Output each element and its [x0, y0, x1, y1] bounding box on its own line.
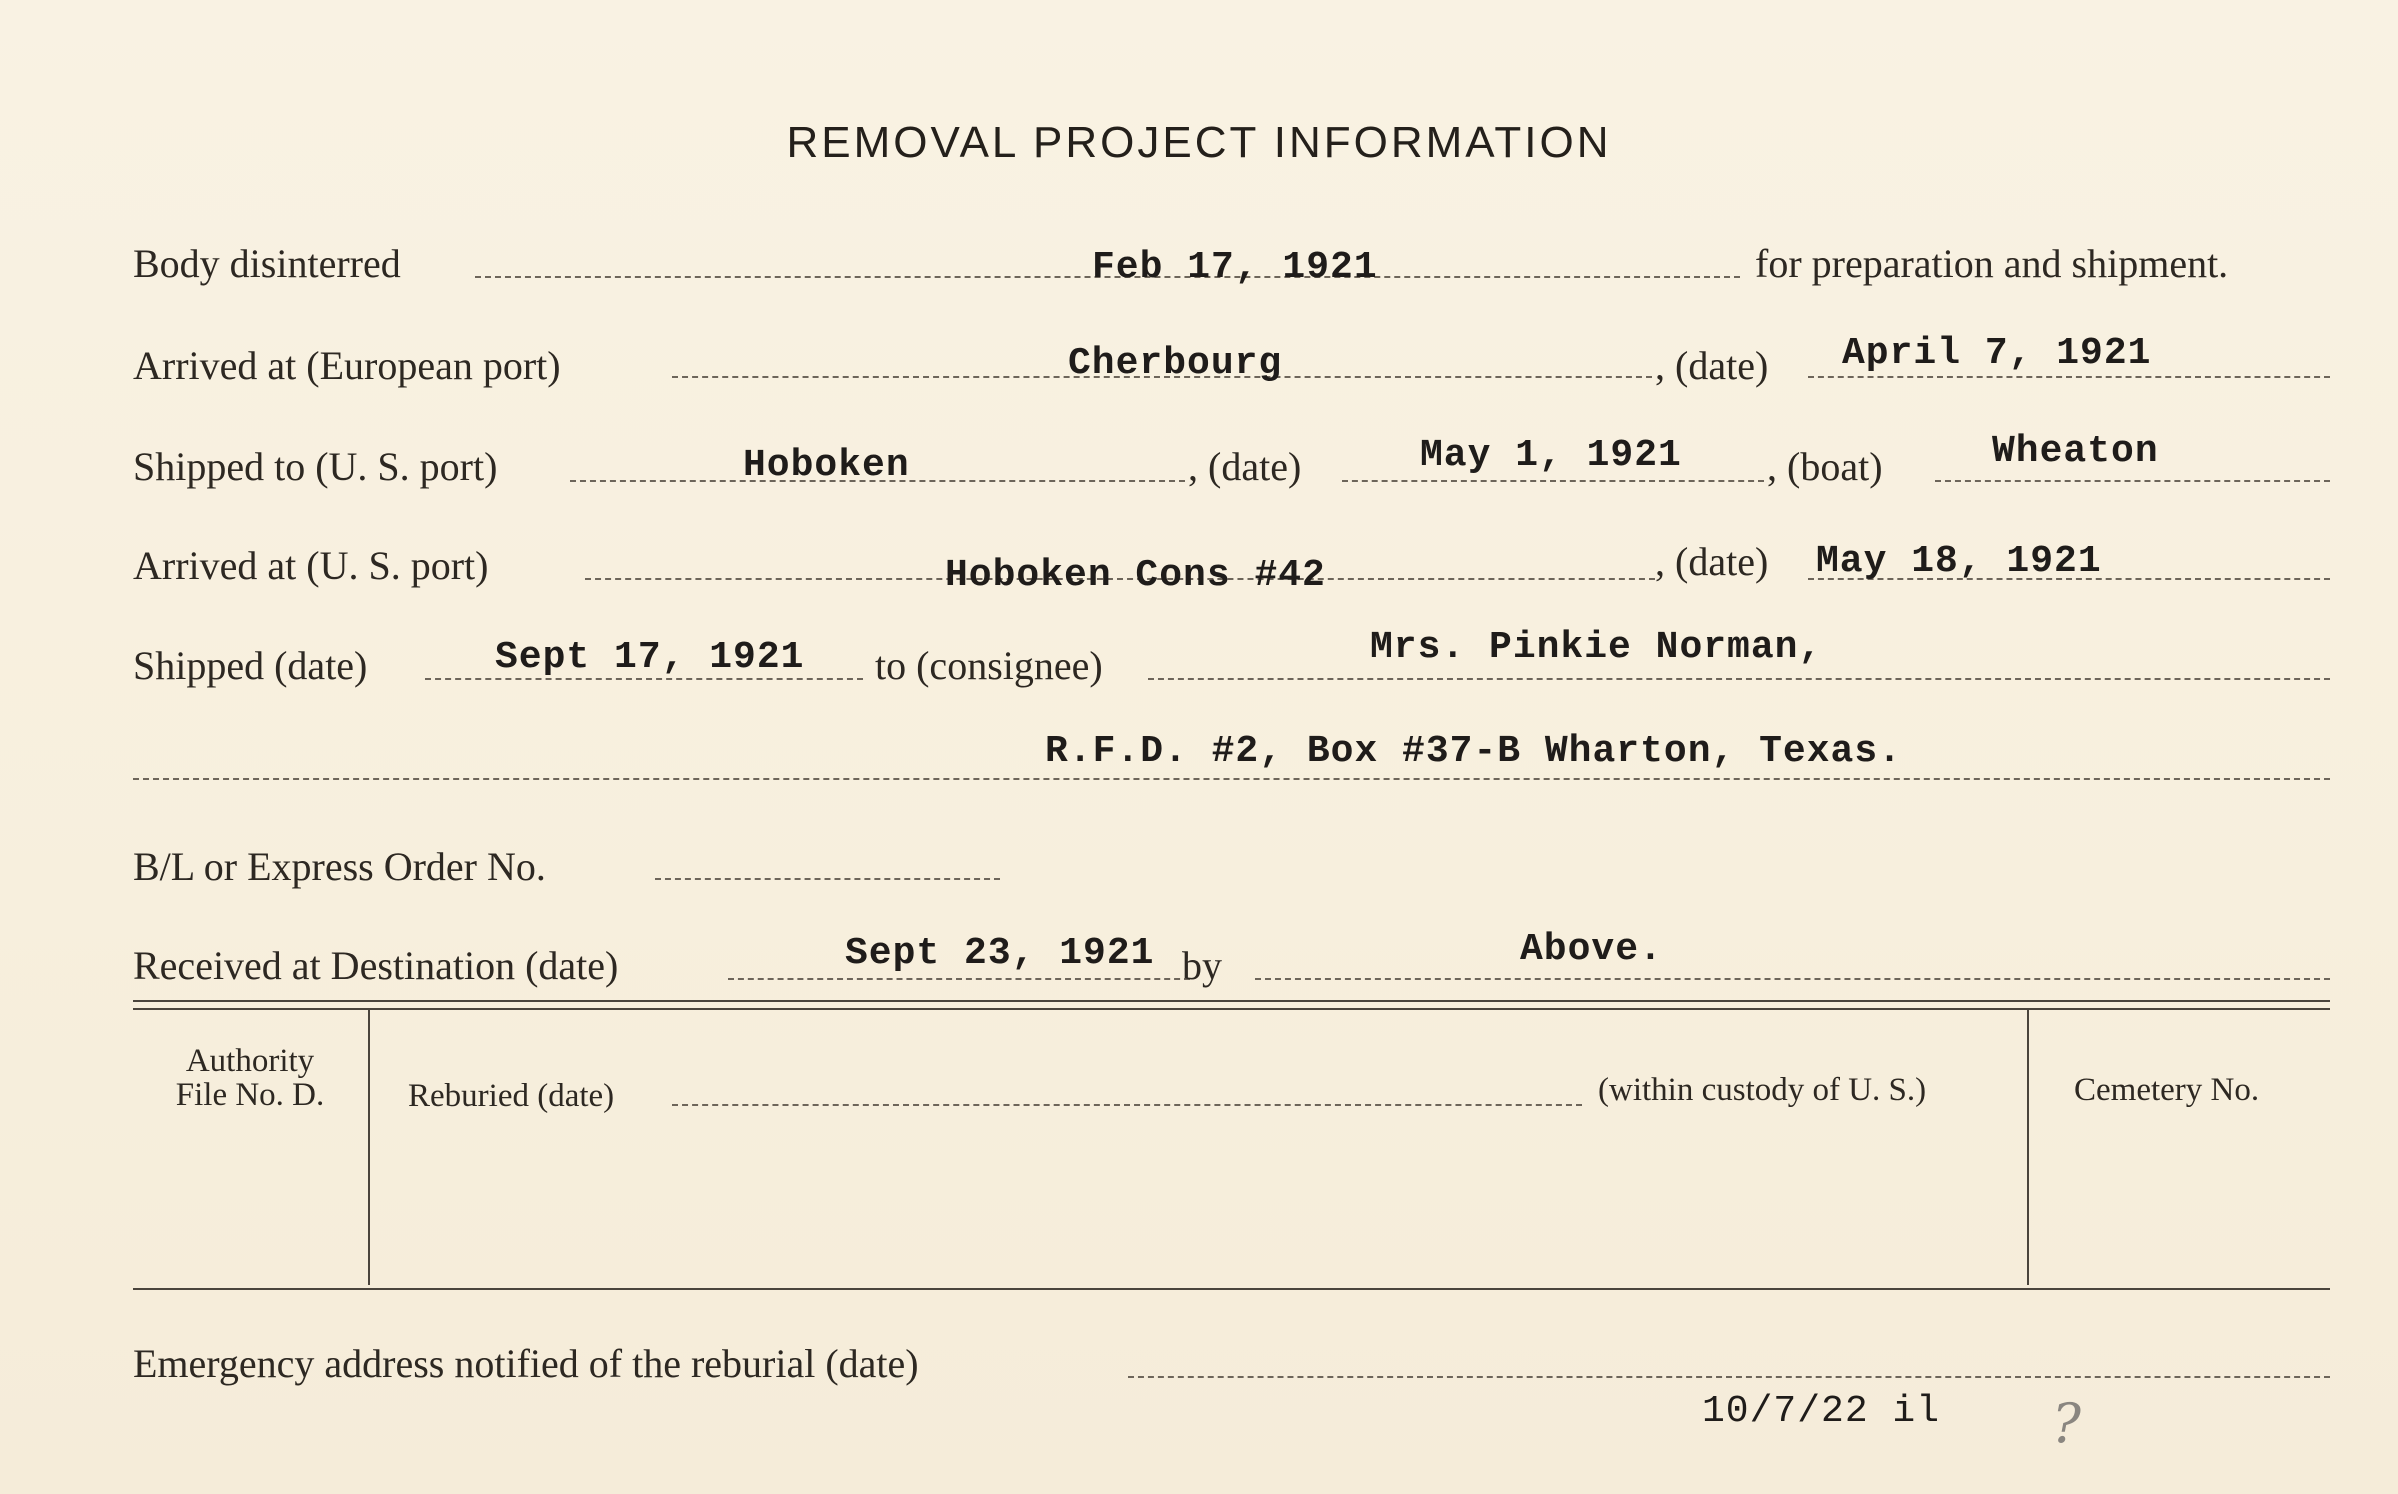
reburied-date-label: Reburied (date): [408, 1078, 615, 1114]
boat-label: , (boat): [1767, 444, 1883, 489]
for-preparation-label: for preparation and shipment.: [1755, 241, 2229, 286]
consignee-name-value: Mrs. Pinkie Norman,: [1370, 626, 1823, 669]
shipped-date-line: [1342, 480, 1764, 482]
european-date-label: , (date): [1655, 343, 1769, 388]
authority-file-label: Authority File No. D.: [175, 1043, 325, 1113]
bottom-note-value: 10/7/22 il: [1702, 1390, 1941, 1433]
shipped-consignee-date-label: Shipped (date): [133, 643, 368, 688]
date-paren-label-2: (date): [1208, 444, 1302, 489]
received-by-value: Above.: [1520, 928, 1663, 971]
emergency-address-line: [1128, 1376, 2330, 1378]
divider-bottom: [133, 1288, 2330, 1290]
consignee-shipped-date-value: Sept 17, 1921: [495, 636, 805, 679]
pencil-mark: ?: [2052, 1392, 2081, 1455]
us-port-arrived-value: Hoboken Cons #42: [945, 554, 1326, 597]
us-port-shipped-value: Hoboken: [743, 444, 910, 487]
consignee-line: [1148, 678, 2330, 680]
received-date-value: Sept 23, 1921: [845, 932, 1155, 975]
emergency-address-label: Emergency address notified of the reburial (date): [133, 1341, 919, 1386]
card-title: REMOVAL PROJECT INFORMATION: [786, 118, 1612, 167]
arrived-date-value: May 18, 1921: [1816, 540, 2102, 583]
within-custody-label: (within custody of U. S.): [1598, 1072, 1927, 1108]
boat-line: [1935, 480, 2330, 482]
received-destination-label: Received at Destination (date): [133, 943, 619, 988]
to-consignee-label: to (consignee): [875, 643, 1103, 688]
boat-paren-label: (boat): [1787, 444, 1883, 489]
european-date-line: [1808, 376, 2330, 378]
disinterred-date-value: Feb 17, 1921: [1092, 246, 1378, 289]
address-line: [133, 778, 2330, 780]
body-disinterred-label: Body disinterred: [133, 241, 401, 286]
arrived-european-label: Arrived at (European port): [133, 343, 561, 388]
shipped-date-value: May 1, 1921: [1420, 434, 1682, 477]
bl-express-line: [655, 878, 1000, 880]
boat-value: Wheaton: [1992, 430, 2159, 473]
by-label: by: [1182, 943, 1222, 988]
divider-top-2: [133, 1008, 2330, 1010]
reburied-date-line: [672, 1104, 1582, 1106]
cemetery-no-label: Cemetery No.: [2074, 1072, 2260, 1108]
received-date-line: [728, 978, 1190, 980]
received-by-line: [1255, 978, 2330, 980]
bl-express-label: B/L or Express Order No.: [133, 844, 546, 889]
divider-top-1: [133, 1000, 2330, 1002]
box-divider-right: [2027, 1010, 2029, 1285]
date-paren-label: (date): [1675, 343, 1769, 388]
european-port-value: Cherbourg: [1068, 342, 1283, 385]
arrived-date-label: , (date): [1655, 539, 1769, 584]
date-paren-label-3: (date): [1675, 539, 1769, 584]
arrived-us-label: Arrived at (U. S. port): [133, 543, 489, 588]
consignee-address-value: R.F.D. #2, Box #37-B Wharton, Texas.: [1045, 730, 1902, 773]
shipped-to-us-label: Shipped to (U. S. port): [133, 444, 498, 489]
box-divider-left: [368, 1010, 370, 1285]
shipped-date-label: , (date): [1188, 444, 1302, 489]
european-port-date-value: April 7, 1921: [1842, 332, 2152, 375]
